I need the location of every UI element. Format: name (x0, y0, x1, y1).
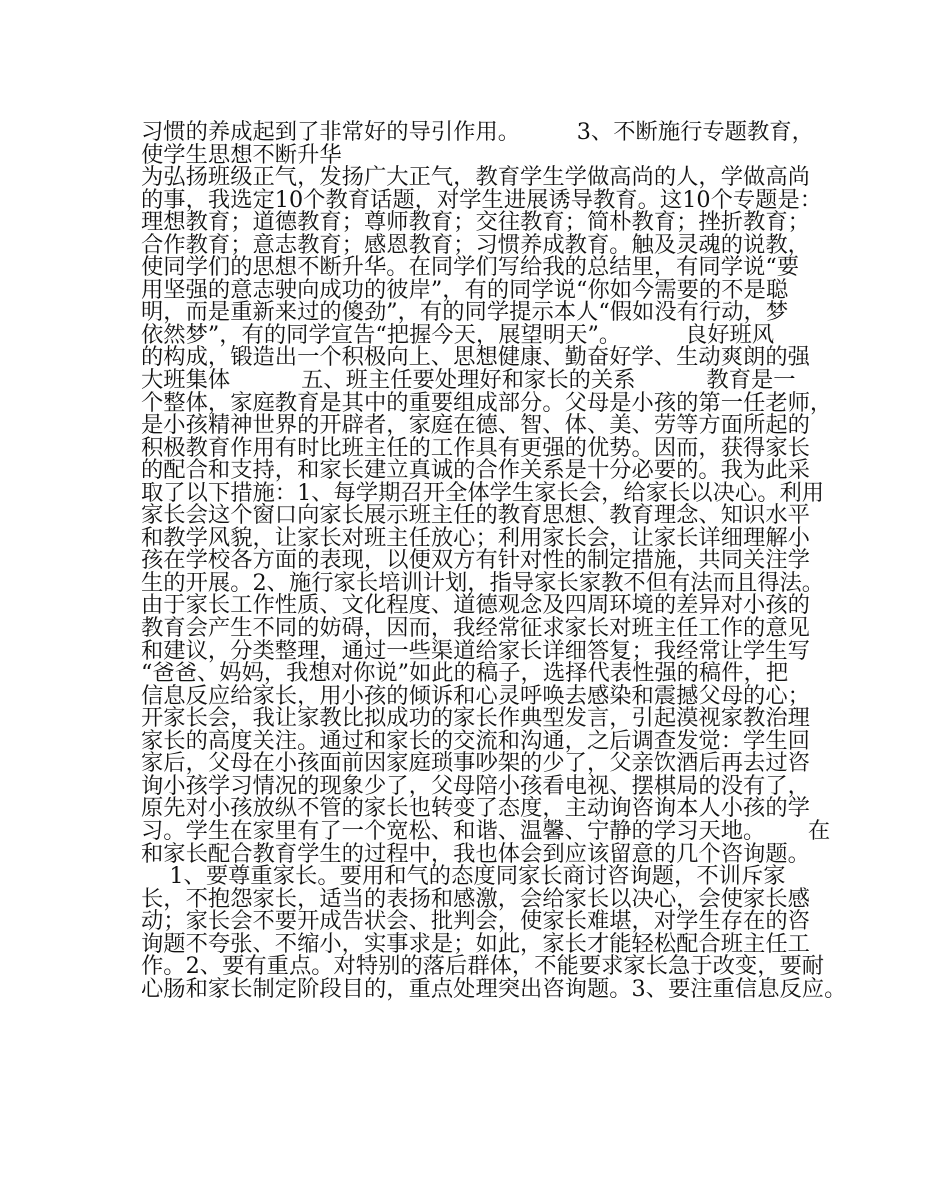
text-line: 孩在学校各方面的表现，以便双方有针对性的制定措施，共同关注学 (141, 547, 810, 574)
text-line: 和教学风貌，让家长对班主任放心；利用家长会，让家长详细理解小 (141, 524, 810, 551)
text-line: 是小孩精神世界的开辟者，家庭在德、智、体、美、劳等方面所起的 (141, 412, 810, 439)
text-line: 开家长会，我让家教比拟成功的家长作典型发言，引起漠视家教治理 (141, 705, 810, 732)
text-line: 生的开展。2、施行家长培训计划，指导家长家教不但有法而且得法。 (141, 569, 825, 596)
text-line: 习。学生在家里有了一个宽松、和谐、温馨、宁静的学习天地。 在 (141, 817, 831, 844)
text-line: 和建议，分类整理，通过一些渠道给家长详细答复；我经常让学生写 (141, 637, 810, 664)
text-line: 的构成，锻造出一个积极向上、思想健康、勤奋好学、生动爽朗的强 (141, 344, 810, 371)
text-line: 取了以下措施：1、每学期召开全体学生家长会，给家长以决心。利用 (141, 479, 825, 506)
document-page (141, 119, 847, 1002)
text-line: 家长会这个窗口向家长展示班主任的教育思想、教育理念、知识水平 (141, 502, 810, 529)
text-line: 长，不抱怨家长，适当的表扬和感激，会给家长以决心，会使家长感 (141, 885, 810, 912)
text-line: 心肠和家长制定阶段目的，重点处理突出咨询题。3、要注重信息反应。 (141, 975, 847, 1002)
text-line: 的事，我选定10个教育话题，对学生进展诱导教育。这10个专题是： (141, 186, 823, 213)
text-line: 个整体，家庭教育是其中的重要组成部分。父母是小孩的第一任老师， (141, 389, 833, 416)
text-line: 依然梦”，有的同学宣告“把握今天，展望明天”。 良好班风 (141, 321, 775, 348)
text-line: 大班集体 五、班主任要处理好和家长的关系 教育是一 (141, 367, 796, 394)
text-line: 教育会产生不同的妨碍，因而，我经常征求家长对班主任工作的意见 (141, 615, 810, 642)
text-line: 家长的高度关注。通过和家长的交流和沟通，之后调查发觉：学生回 (141, 727, 810, 754)
text-line: 的配合和支持，和家长建立真诚的合作关系是十分必要的。我为此采 (141, 457, 810, 484)
text-line: 和家长配合教育学生的过程中，我也体会到应该留意的几个咨询题。 (141, 840, 810, 867)
text-line: 使学生思想不断升华 (141, 141, 342, 168)
text-line: 合作教育；意志教育；感恩教育；习惯养成教育。触及灵魂的说教， (141, 231, 810, 258)
text-line: 理想教育；道德教育；尊师教育；交往教育；简朴教育；挫折教育； (141, 209, 810, 236)
text-line: 为弘扬班级正气，发扬广大正气，教育学生学做高尚的人，学做高尚 (141, 164, 810, 191)
text-line: 用坚强的意志驶向成功的彼岸”，有的同学说“你如今需要的不是聪 (141, 276, 789, 303)
text-line: 询小孩学习情况的现象少了，父母陪小孩看电视、摆棋局的没有了， (141, 772, 810, 799)
text-line: 家后，父母在小孩面前因家庭琐事吵架的少了，父亲饮酒后再去过咨 (141, 750, 810, 777)
text-line: 原先对小孩放纵不管的家长也转变了态度，主动询咨询本人小孩的学 (141, 795, 810, 822)
text-line: 动；家长会不要开成告状会、批判会，使家长难堪，对学生存在的咨 (141, 908, 810, 935)
text-line: 明，而是重新来过的傻劲”，有的同学提示本人“假如没有行动，梦 (141, 299, 789, 326)
text-line: 使同学们的思想不断升华。在同学们写给我的总结里，有同学说“要 (141, 254, 800, 281)
text-line: 询题不夸张、不缩小，实事求是；如此，家长才能轻松配合班主任工 (141, 930, 810, 957)
text-line: 作。2、要有重点。对特别的落后群体，不能要求家长急于改变，要耐 (141, 953, 825, 980)
text-line: 由于家长工作性质、文化程度、道德观念及四周环境的差异对小孩的 (141, 592, 810, 619)
text-line: 1、要尊重家长。要用和气的态度同家长商讨咨询题，不训斥家 (141, 863, 786, 890)
text-line: 信息反应给家长，用小孩的倾诉和心灵呼唤去感染和震撼父母的心； (141, 682, 810, 709)
text-line: “爸爸、妈妈，我想对你说”如此的稿子，选择代表性强的稿件，把 (141, 660, 789, 687)
text-line: 积极教育作用有时比班主任的工作具有更强的优势。因而，获得家长 (141, 434, 810, 461)
text-line: 习惯的养成起到了非常好的导引作用。 3、不断施行专题教育， (141, 119, 814, 145)
